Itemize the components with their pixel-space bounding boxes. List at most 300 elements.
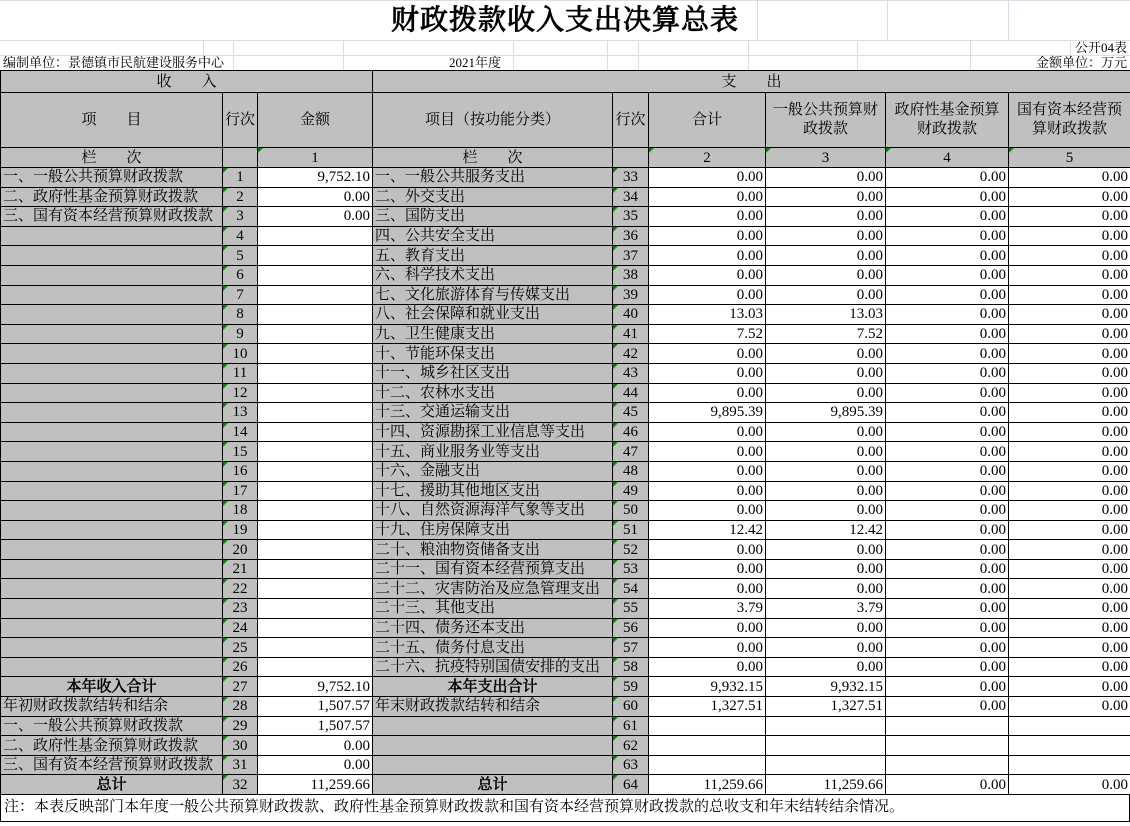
income-item-cell: 三、国有资本经营预算财政拨款 <box>1 207 223 227</box>
expenditure-state-capital-cell: 0.00 <box>1009 344 1130 364</box>
expenditure-gov-fund-cell: 0.00 <box>886 481 1009 501</box>
expenditure-item-cell: 十、节能环保支出 <box>373 344 613 364</box>
income-line-cell: 9 <box>223 324 258 344</box>
expenditure-item-cell: 六、科学技术支出 <box>373 265 613 285</box>
income-amount-cell <box>258 265 373 285</box>
income-item-cell <box>1 618 223 638</box>
income-item-cell <box>1 579 223 599</box>
expenditure-item-cell: 十五、商业服务业等支出 <box>373 442 613 462</box>
expenditure-state-capital-cell: 0.00 <box>1009 168 1130 188</box>
income-amount-cell: 0.00 <box>258 207 373 227</box>
income-amount-cell <box>258 422 373 442</box>
income-line-cell: 5 <box>223 246 258 266</box>
income-line-cell: 15 <box>223 442 258 462</box>
gridline <box>607 40 608 70</box>
income-line-cell: 16 <box>223 461 258 481</box>
expenditure-item-cell: 三、国防支出 <box>373 207 613 227</box>
income-amount-cell <box>258 657 373 677</box>
table-row <box>1 775 1130 795</box>
income-item-cell <box>1 520 223 540</box>
table-row <box>1 207 1130 227</box>
gridline <box>638 40 639 70</box>
expenditure-gov-fund-cell: 0.00 <box>886 677 1009 697</box>
expenditure-item-cell <box>373 736 613 756</box>
table-row <box>1 501 1130 521</box>
income-item-cell <box>1 246 223 266</box>
table-row <box>1 638 1130 658</box>
expenditure-general-budget-cell: 0.00 <box>766 168 886 188</box>
expenditure-gov-fund-cell <box>886 716 1009 736</box>
expenditure-general-budget-cell <box>766 755 886 775</box>
expenditure-line-cell: 56 <box>613 618 649 638</box>
column-number-3: 3 <box>766 148 886 168</box>
income-amount-cell <box>258 442 373 462</box>
expenditure-general-budget-cell: 13.03 <box>766 305 886 325</box>
income-line-cell: 22 <box>223 579 258 599</box>
expenditure-line-cell: 63 <box>613 755 649 775</box>
income-item-cell: 年初财政拨款结转和结余 <box>1 697 223 717</box>
income-item-cell <box>1 403 223 423</box>
table-row <box>1 755 1130 775</box>
year-label: 2021年度 <box>448 55 501 70</box>
expenditure-line-cell: 58 <box>613 657 649 677</box>
expenditure-line-cell: 55 <box>613 599 649 619</box>
expenditure-general-budget-cell: 3.79 <box>766 599 886 619</box>
income-line-cell: 12 <box>223 383 258 403</box>
expenditure-total-cell: 0.00 <box>649 559 766 579</box>
table-row <box>1 736 1130 756</box>
table-row <box>1 246 1130 266</box>
meta-band <box>0 40 1130 70</box>
expenditure-gov-fund-cell: 0.00 <box>886 285 1009 305</box>
income-item-cell <box>1 461 223 481</box>
expenditure-general-budget-cell: 7.52 <box>766 324 886 344</box>
table-row <box>1 442 1130 462</box>
expenditure-general-budget-cell: 0.00 <box>766 187 886 207</box>
expenditure-general-budget-cell: 0.00 <box>766 481 886 501</box>
expenditure-line-cell: 48 <box>613 461 649 481</box>
expenditure-line-cell: 61 <box>613 716 649 736</box>
table-row <box>1 344 1130 364</box>
income-line-cell: 28 <box>223 697 258 717</box>
expenditure-item-cell: 七、文化旅游体育与传媒支出 <box>373 285 613 305</box>
expenditure-general-budget-cell: 0.00 <box>766 638 886 658</box>
income-item-cell <box>1 265 223 285</box>
column-number-row <box>1 148 1130 168</box>
expenditure-general-budget-cell: 1,327.51 <box>766 697 886 717</box>
table-row <box>1 697 1130 717</box>
expenditure-gov-fund-cell <box>886 736 1009 756</box>
income-line-cell: 29 <box>223 716 258 736</box>
income-amount-cell <box>258 226 373 246</box>
income-line-cell: 27 <box>223 677 258 697</box>
expenditure-total-cell: 0.00 <box>649 579 766 599</box>
expenditure-item-cell: 二十、粮油物资储备支出 <box>373 540 613 560</box>
expenditure-general-budget-cell: 0.00 <box>766 501 886 521</box>
expenditure-gov-fund-cell: 0.00 <box>886 520 1009 540</box>
expenditure-state-capital-cell: 0.00 <box>1009 305 1130 325</box>
expenditure-gov-fund-cell: 0.00 <box>886 579 1009 599</box>
income-amount-cell <box>258 579 373 599</box>
expenditure-general-budget-cell: 11,259.66 <box>766 775 886 795</box>
expenditure-general-budget-cell: 0.00 <box>766 363 886 383</box>
column-number-5: 5 <box>1009 148 1130 168</box>
expenditure-line-cell: 51 <box>613 520 649 540</box>
expenditure-line-cell: 37 <box>613 246 649 266</box>
section-header-row <box>1 71 1130 93</box>
expenditure-general-budget-cell: 0.00 <box>766 207 886 227</box>
page-title: 财政拨款收入支出决算总表 <box>390 5 739 36</box>
income-amount-cell: 9,752.10 <box>258 677 373 697</box>
expenditure-total-cell: 0.00 <box>649 363 766 383</box>
income-item-cell: 一、一般公共预算财政拨款 <box>1 168 223 188</box>
income-amount-cell <box>258 481 373 501</box>
income-item-cell <box>1 383 223 403</box>
table-row <box>1 461 1130 481</box>
income-amount-cell: 0.00 <box>258 187 373 207</box>
expenditure-general-budget-header: 一般公共预算财政拨款 <box>766 93 886 148</box>
income-line-cell: 3 <box>223 207 258 227</box>
expenditure-total-cell: 0.00 <box>649 657 766 677</box>
expenditure-item-cell: 二十三、其他支出 <box>373 599 613 619</box>
expenditure-state-capital-cell: 0.00 <box>1009 540 1130 560</box>
expenditure-gov-fund-cell: 0.00 <box>886 226 1009 246</box>
income-item-cell <box>1 305 223 325</box>
expenditure-gov-fund-cell: 0.00 <box>886 638 1009 658</box>
income-line-cell: 31 <box>223 755 258 775</box>
expenditure-total-cell: 7.52 <box>649 324 766 344</box>
expenditure-general-budget-cell: 0.00 <box>766 461 886 481</box>
footnote: 注：本表反映部门本年度一般公共预算财政拨款、政府性基金预算财政拨款和国有资本经营预算财政拨款的总收支和年末结转结余情况。 <box>0 795 1130 822</box>
expenditure-item-cell: 十九、住房保障支出 <box>373 520 613 540</box>
income-amount-cell: 0.00 <box>258 755 373 775</box>
expenditure-state-capital-cell: 0.00 <box>1009 363 1130 383</box>
expenditure-total-cell: 11,259.66 <box>649 775 766 795</box>
income-amount-cell <box>258 324 373 344</box>
income-item-cell <box>1 638 223 658</box>
expenditure-state-capital-cell: 0.00 <box>1009 481 1130 501</box>
final-accounts-table <box>0 70 1130 795</box>
gridline <box>233 40 234 70</box>
expenditure-state-capital-cell: 0.00 <box>1009 579 1130 599</box>
expenditure-state-capital-cell: 0.00 <box>1009 775 1130 795</box>
expenditure-state-capital-cell: 0.00 <box>1009 677 1130 697</box>
income-item-header: 项 目 <box>1 93 223 148</box>
income-amount-cell: 1,507.57 <box>258 716 373 736</box>
expenditure-state-capital-cell: 0.00 <box>1009 226 1130 246</box>
expenditure-total-cell: 0.00 <box>649 383 766 403</box>
table-row <box>1 559 1130 579</box>
expenditure-line-cell: 34 <box>613 187 649 207</box>
income-line-cell: 26 <box>223 657 258 677</box>
expenditure-lanci-spacer <box>613 148 649 168</box>
table-row <box>1 305 1130 325</box>
expenditure-general-budget-cell: 0.00 <box>766 383 886 403</box>
expenditure-item-cell: 二十一、国有资本经营预算支出 <box>373 559 613 579</box>
expenditure-line-cell: 59 <box>613 677 649 697</box>
expenditure-total-cell: 0.00 <box>649 207 766 227</box>
table-row <box>1 716 1130 736</box>
income-line-cell: 30 <box>223 736 258 756</box>
income-amount-cell <box>258 599 373 619</box>
table-row <box>1 481 1130 501</box>
income-item-cell <box>1 422 223 442</box>
gridline <box>748 40 749 70</box>
expenditure-total-cell <box>649 716 766 736</box>
income-item-cell <box>1 226 223 246</box>
income-line-cell: 11 <box>223 363 258 383</box>
expenditure-total-cell: 12.42 <box>649 520 766 540</box>
expenditure-total-cell: 0.00 <box>649 344 766 364</box>
income-amount-cell <box>258 540 373 560</box>
expenditure-general-budget-cell <box>766 716 886 736</box>
expenditure-general-budget-cell: 0.00 <box>766 657 886 677</box>
expenditure-line-cell: 41 <box>613 324 649 344</box>
expenditure-total-cell: 0.00 <box>649 246 766 266</box>
expenditure-section-header: 支 出 <box>373 71 1130 93</box>
table-row <box>1 520 1130 540</box>
income-amount-cell <box>258 363 373 383</box>
expenditure-item-cell: 年末财政拨款结转和结余 <box>373 697 613 717</box>
expenditure-item-cell: 总计 <box>373 775 613 795</box>
expenditure-item-cell: 本年支出合计 <box>373 677 613 697</box>
table-row <box>1 285 1130 305</box>
expenditure-state-capital-cell: 0.00 <box>1009 501 1130 521</box>
income-amount-cell: 9,752.10 <box>258 168 373 188</box>
expenditure-total-cell: 0.00 <box>649 265 766 285</box>
expenditure-total-cell: 0.00 <box>649 501 766 521</box>
expenditure-total-cell: 0.00 <box>649 442 766 462</box>
income-line-cell: 2 <box>223 187 258 207</box>
income-line-cell: 14 <box>223 422 258 442</box>
sheet-code-label: 公开04表 <box>1074 40 1127 55</box>
income-amount-cell <box>258 501 373 521</box>
expenditure-general-budget-cell: 0.00 <box>766 226 886 246</box>
income-item-cell <box>1 285 223 305</box>
expenditure-line-cell: 62 <box>613 736 649 756</box>
expenditure-gov-fund-cell: 0.00 <box>886 559 1009 579</box>
income-line-cell: 25 <box>223 638 258 658</box>
income-lanci-spacer <box>223 148 258 168</box>
expenditure-item-cell: 十六、金融支出 <box>373 461 613 481</box>
expenditure-general-budget-cell: 0.00 <box>766 442 886 462</box>
expenditure-state-capital-cell: 0.00 <box>1009 520 1130 540</box>
income-lanci-label: 栏 次 <box>1 148 223 168</box>
expenditure-state-capital-cell: 0.00 <box>1009 187 1130 207</box>
expenditure-gov-fund-cell: 0.00 <box>886 540 1009 560</box>
income-item-cell: 二、政府性基金预算财政拨款 <box>1 736 223 756</box>
income-amount-cell <box>258 520 373 540</box>
expenditure-line-cell: 49 <box>613 481 649 501</box>
expenditure-gov-fund-cell: 0.00 <box>886 363 1009 383</box>
table-row <box>1 403 1130 423</box>
expenditure-state-capital-cell: 0.00 <box>1009 422 1130 442</box>
table-row <box>1 677 1130 697</box>
table-row <box>1 540 1130 560</box>
table-row <box>1 657 1130 677</box>
expenditure-gov-fund-cell: 0.00 <box>886 168 1009 188</box>
income-line-cell: 10 <box>223 344 258 364</box>
income-line-cell: 7 <box>223 285 258 305</box>
expenditure-state-capital-cell: 0.00 <box>1009 599 1130 619</box>
expenditure-general-budget-cell: 0.00 <box>766 265 886 285</box>
expenditure-gov-fund-cell: 0.00 <box>886 324 1009 344</box>
expenditure-general-budget-cell: 12.42 <box>766 520 886 540</box>
expenditure-state-capital-cell <box>1009 736 1130 756</box>
income-line-cell: 1 <box>223 168 258 188</box>
expenditure-item-cell: 二十四、债务还本支出 <box>373 618 613 638</box>
table-row <box>1 618 1130 638</box>
income-amount-cell <box>258 344 373 364</box>
expenditure-gov-fund-cell: 0.00 <box>886 305 1009 325</box>
income-line-cell: 13 <box>223 403 258 423</box>
gridline <box>0 40 1130 41</box>
income-item-cell <box>1 363 223 383</box>
expenditure-item-cell: 八、社会保障和就业支出 <box>373 305 613 325</box>
expenditure-total-cell: 0.00 <box>649 422 766 442</box>
income-item-cell <box>1 324 223 344</box>
table-row <box>1 324 1130 344</box>
income-amount-cell <box>258 305 373 325</box>
income-item-cell <box>1 501 223 521</box>
expenditure-item-cell: 四、公共安全支出 <box>373 226 613 246</box>
income-item-cell <box>1 657 223 677</box>
expenditure-general-budget-cell: 0.00 <box>766 422 886 442</box>
expenditure-gov-fund-cell: 0.00 <box>886 265 1009 285</box>
expenditure-item-cell: 十二、农林水支出 <box>373 383 613 403</box>
expenditure-line-cell: 39 <box>613 285 649 305</box>
table-row <box>1 363 1130 383</box>
gridline <box>970 40 971 70</box>
expenditure-line-cell: 50 <box>613 501 649 521</box>
income-item-cell: 总计 <box>1 775 223 795</box>
expenditure-general-budget-cell: 0.00 <box>766 285 886 305</box>
expenditure-general-budget-cell: 0.00 <box>766 559 886 579</box>
expenditure-line-cell: 60 <box>613 697 649 717</box>
expenditure-total-cell: 0.00 <box>649 540 766 560</box>
column-number-4: 4 <box>886 148 1009 168</box>
expenditure-gov-fund-cell: 0.00 <box>886 657 1009 677</box>
expenditure-gov-fund-cell: 0.00 <box>886 775 1009 795</box>
expenditure-gov-fund-header: 政府性基金预算财政拨款 <box>886 93 1009 148</box>
income-line-cell: 32 <box>223 775 258 795</box>
income-line-cell: 24 <box>223 618 258 638</box>
income-amount-cell <box>258 559 373 579</box>
income-line-cell: 20 <box>223 540 258 560</box>
expenditure-item-cell: 二十五、债务付息支出 <box>373 638 613 658</box>
expenditure-general-budget-cell: 0.00 <box>766 618 886 638</box>
income-line-cell: 4 <box>223 226 258 246</box>
expenditure-total-cell: 0.00 <box>649 285 766 305</box>
income-amount-cell <box>258 246 373 266</box>
expenditure-state-capital-cell <box>1009 755 1130 775</box>
title-band <box>0 0 1130 40</box>
expenditure-gov-fund-cell: 0.00 <box>886 383 1009 403</box>
org-label: 编制单位：景德镇市民航建设服务中心 <box>3 55 225 70</box>
income-line-cell: 21 <box>223 559 258 579</box>
income-amount-cell <box>258 403 373 423</box>
expenditure-line-cell: 57 <box>613 638 649 658</box>
income-item-cell <box>1 599 223 619</box>
expenditure-total-cell: 0.00 <box>649 461 766 481</box>
column-header-row <box>1 93 1130 148</box>
expenditure-total-cell: 0.00 <box>649 187 766 207</box>
expenditure-line-header: 行次 <box>613 93 649 148</box>
expenditure-gov-fund-cell: 0.00 <box>886 187 1009 207</box>
expenditure-item-cell: 十八、自然资源海洋气象等支出 <box>373 501 613 521</box>
column-number-1: 1 <box>258 148 373 168</box>
expenditure-total-cell: 0.00 <box>649 638 766 658</box>
gridline <box>857 40 858 70</box>
expenditure-general-budget-cell: 9,932.15 <box>766 677 886 697</box>
expenditure-total-cell: 9,895.39 <box>649 403 766 423</box>
expenditure-state-capital-cell: 0.00 <box>1009 638 1130 658</box>
expenditure-item-cell: 二十二、灾害防治及应急管理支出 <box>373 579 613 599</box>
income-line-cell: 17 <box>223 481 258 501</box>
expenditure-state-capital-cell: 0.00 <box>1009 657 1130 677</box>
expenditure-line-cell: 45 <box>613 403 649 423</box>
income-amount-cell <box>258 618 373 638</box>
expenditure-general-budget-cell <box>766 736 886 756</box>
expenditure-state-capital-cell: 0.00 <box>1009 285 1130 305</box>
income-item-cell: 二、政府性基金预算财政拨款 <box>1 187 223 207</box>
expenditure-line-cell: 52 <box>613 540 649 560</box>
expenditure-item-cell: 十一、城乡社区支出 <box>373 363 613 383</box>
expenditure-general-budget-cell: 0.00 <box>766 246 886 266</box>
expenditure-line-cell: 54 <box>613 579 649 599</box>
expenditure-gov-fund-cell <box>886 755 1009 775</box>
expenditure-total-cell: 0.00 <box>649 168 766 188</box>
expenditure-item-cell: 十七、援助其他地区支出 <box>373 481 613 501</box>
expenditure-item-cell: 二、外交支出 <box>373 187 613 207</box>
income-line-cell: 18 <box>223 501 258 521</box>
expenditure-line-cell: 38 <box>613 265 649 285</box>
table-row <box>1 187 1130 207</box>
expenditure-line-cell: 33 <box>613 168 649 188</box>
expenditure-gov-fund-cell: 0.00 <box>886 618 1009 638</box>
expenditure-gov-fund-cell: 0.00 <box>886 403 1009 423</box>
expenditure-item-cell: 一、一般公共服务支出 <box>373 168 613 188</box>
expenditure-total-cell: 3.79 <box>649 599 766 619</box>
expenditure-general-budget-cell: 0.00 <box>766 579 886 599</box>
expenditure-item-header: 项目（按功能分类） <box>373 93 613 148</box>
expenditure-total-header: 合计 <box>649 93 766 148</box>
column-number-2: 2 <box>649 148 766 168</box>
income-section-header: 收 入 <box>1 71 373 93</box>
expenditure-state-capital-cell: 0.00 <box>1009 403 1130 423</box>
expenditure-item-cell: 十四、资源勘探工业信息等支出 <box>373 422 613 442</box>
expenditure-item-cell: 五、教育支出 <box>373 246 613 266</box>
expenditure-state-capital-cell <box>1009 716 1130 736</box>
income-line-header: 行次 <box>223 93 258 148</box>
expenditure-total-cell: 13.03 <box>649 305 766 325</box>
expenditure-state-capital-cell: 0.00 <box>1009 324 1130 344</box>
income-amount-cell <box>258 638 373 658</box>
expenditure-total-cell: 0.00 <box>649 226 766 246</box>
table-row <box>1 226 1130 246</box>
table-row <box>1 422 1130 442</box>
expenditure-gov-fund-cell: 0.00 <box>886 461 1009 481</box>
income-item-cell <box>1 481 223 501</box>
expenditure-line-cell: 35 <box>613 207 649 227</box>
expenditure-state-capital-cell: 0.00 <box>1009 461 1130 481</box>
income-amount-cell <box>258 461 373 481</box>
expenditure-state-capital-cell: 0.00 <box>1009 207 1130 227</box>
expenditure-state-capital-cell: 0.00 <box>1009 618 1130 638</box>
expenditure-total-cell <box>649 755 766 775</box>
expenditure-gov-fund-cell: 0.00 <box>886 442 1009 462</box>
income-amount-cell: 0.00 <box>258 736 373 756</box>
